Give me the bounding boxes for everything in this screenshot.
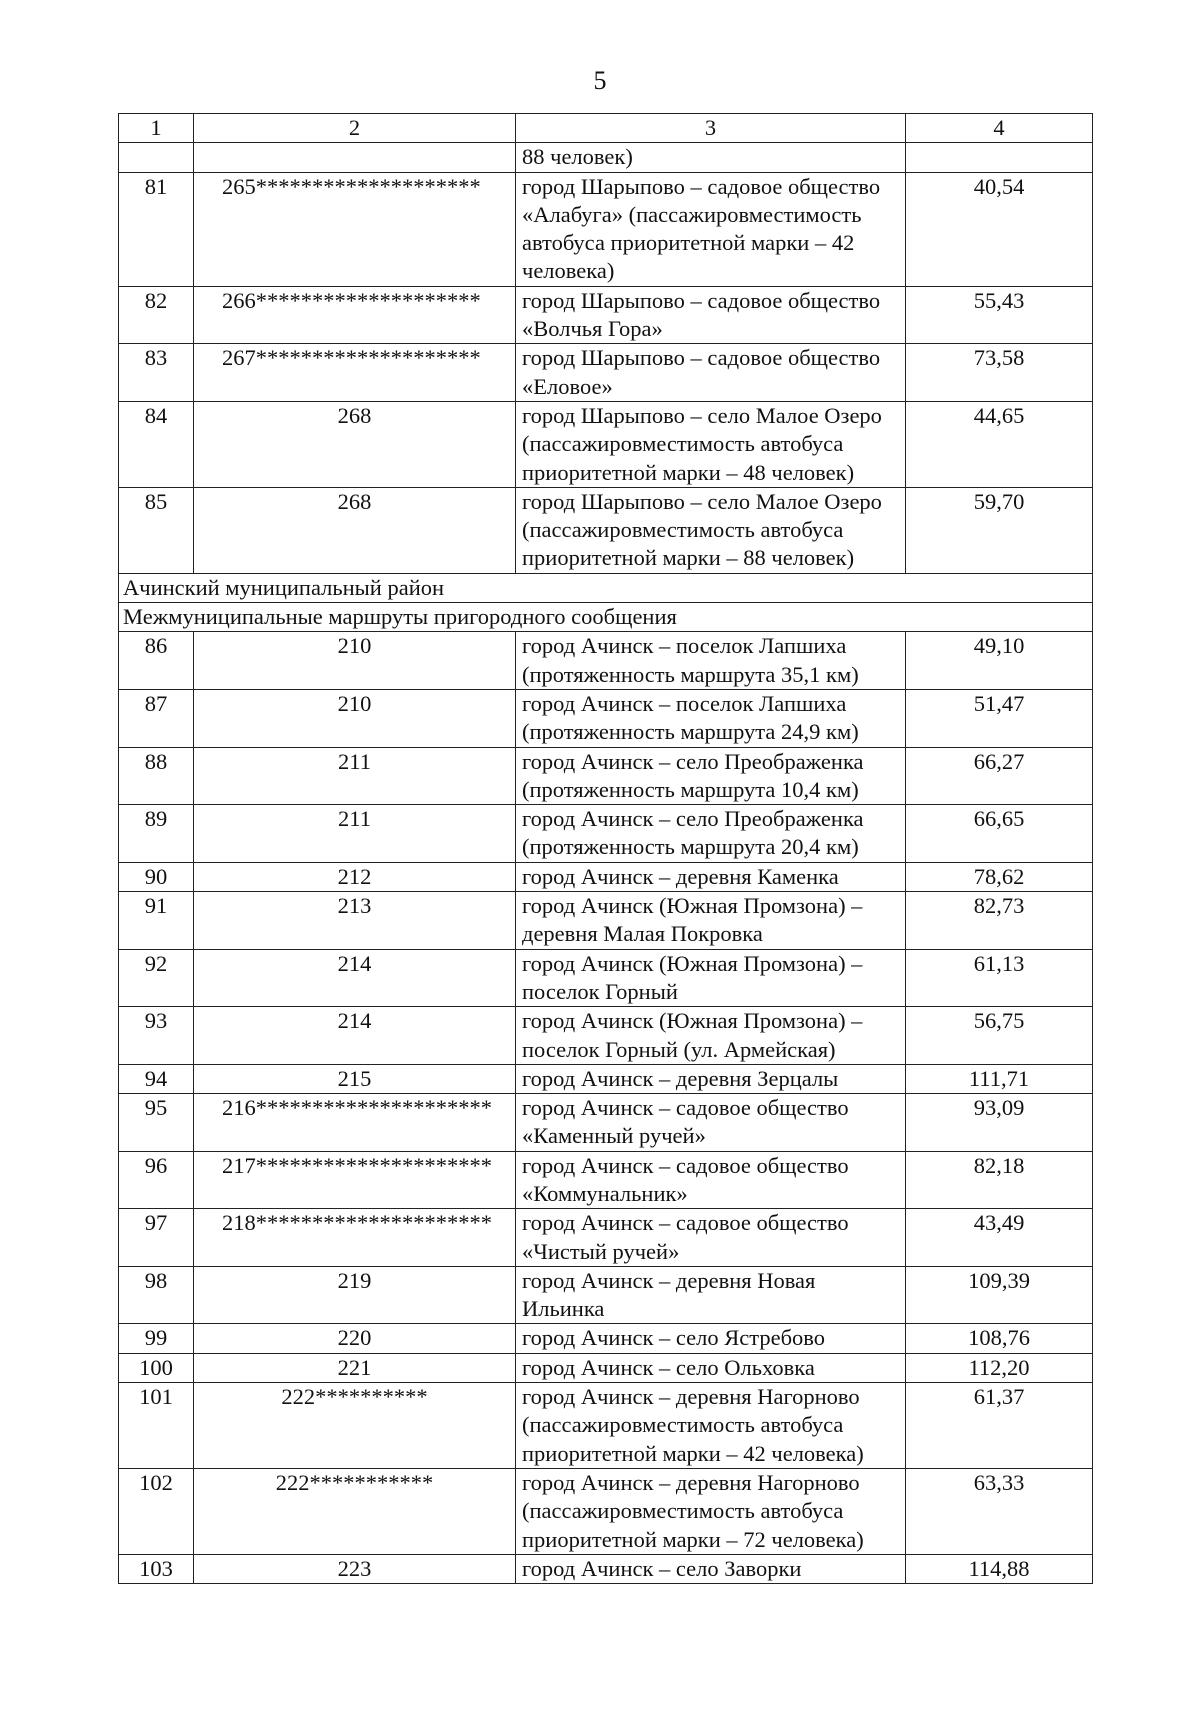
cell-number: 101 (119, 1383, 194, 1469)
cell-description: город Ачинск – поселок Лапшиха (протяженность маршрута 24,9 км) (516, 689, 906, 747)
table-row (119, 1007, 1093, 1065)
cell-value: 112,20 (906, 1353, 1093, 1382)
cell-description: город Ачинск (Южная Промзона) – поселок Горный (516, 949, 906, 1007)
header-col-3: 3 (516, 114, 906, 143)
cell-number (119, 143, 194, 172)
cell-description: город Шарыпово – садовое общество «Алабуга» (пассажировместимость автобуса приоритетной марки – 42 человека) (516, 172, 906, 286)
cell-description: город Ачинск – деревня Нагорново (пассажировместимость автобуса приоритетной марки – 72 человека) (516, 1468, 906, 1554)
table-row (119, 1554, 1093, 1583)
cell-description: город Ачинск (Южная Промзона) – деревня Малая Покровка (516, 892, 906, 950)
section-row-district (119, 573, 1093, 602)
cell-number: 92 (119, 949, 194, 1007)
cell-number: 100 (119, 1353, 194, 1382)
table-row (119, 805, 1093, 863)
table-row (119, 1151, 1093, 1209)
cell-route: 265******************** (194, 172, 516, 286)
table-row (119, 487, 1093, 573)
continuation-row (119, 143, 1093, 172)
cell-number: 86 (119, 632, 194, 690)
cell-value: 111,71 (906, 1064, 1093, 1093)
table-row (119, 172, 1093, 286)
header-row (119, 114, 1093, 143)
cell-value: 63,33 (906, 1468, 1093, 1554)
cell-route: 268 (194, 487, 516, 573)
cell-route: 211 (194, 747, 516, 805)
cell-value: 61,37 (906, 1383, 1093, 1469)
cell-value: 55,43 (906, 286, 1093, 344)
cell-description: город Ачинск – село Преображенка (протяженность маршрута 10,4 км) (516, 747, 906, 805)
cell-number: 89 (119, 805, 194, 863)
table-row (119, 1383, 1093, 1469)
cell-value: 93,09 (906, 1094, 1093, 1152)
cell-description: город Ачинск – деревня Новая Ильинка (516, 1266, 906, 1324)
cell-value: 78,62 (906, 862, 1093, 891)
cell-route: 217********************* (194, 1151, 516, 1209)
cell-route: 219 (194, 1266, 516, 1324)
cell-route: 213 (194, 892, 516, 950)
cell-number: 84 (119, 401, 194, 487)
cell-route: 266******************** (194, 286, 516, 344)
table-row (119, 632, 1093, 690)
cell-route: 214 (194, 949, 516, 1007)
cell-value: 44,65 (906, 401, 1093, 487)
cell-value: 40,54 (906, 172, 1093, 286)
cell-description: город Шарыпово – село Малое Озеро (пассажировместимость автобуса приоритетной марки – 88 человек) (516, 487, 906, 573)
cell-route: 214 (194, 1007, 516, 1065)
routes-table (118, 113, 1093, 1584)
header-col-4: 4 (906, 114, 1093, 143)
page-number: 5 (593, 66, 607, 95)
cell-value: 109,39 (906, 1266, 1093, 1324)
cell-value: 56,75 (906, 1007, 1093, 1065)
cell-description: город Шарыпово – садовое общество «Волчья Гора» (516, 286, 906, 344)
table-row (119, 286, 1093, 344)
cell-number: 99 (119, 1324, 194, 1353)
cell-description: город Ачинск – село Заворки (516, 1554, 906, 1583)
table-row (119, 1353, 1093, 1382)
cell-number: 93 (119, 1007, 194, 1065)
cell-description: город Ачинск – село Ястребово (516, 1324, 906, 1353)
cell-description: город Ачинск – деревня Нагорново (пассажировместимость автобуса приоритетной марки – 42 человека) (516, 1383, 906, 1469)
cell-number: 103 (119, 1554, 194, 1583)
routes-table-body (119, 114, 1093, 1584)
cell-route: 210 (194, 689, 516, 747)
cell-description: город Ачинск – садовое общество «Коммунальник» (516, 1151, 906, 1209)
cell-description: город Ачинск – деревня Зерцалы (516, 1064, 906, 1093)
cell-value: 108,76 (906, 1324, 1093, 1353)
table-row (119, 1094, 1093, 1152)
cell-number: 94 (119, 1064, 194, 1093)
cell-route: 212 (194, 862, 516, 891)
cell-value: 82,18 (906, 1151, 1093, 1209)
cell-value: 49,10 (906, 632, 1093, 690)
cell-route: 218********************* (194, 1209, 516, 1267)
cell-number: 95 (119, 1094, 194, 1152)
section-district-title: Ачинский муниципальный район (119, 573, 1093, 602)
table-row (119, 344, 1093, 402)
table-row (119, 1064, 1093, 1093)
cell-route: 220 (194, 1324, 516, 1353)
cell-description: город Ачинск – село Преображенка (протяженность маршрута 20,4 км) (516, 805, 906, 863)
cell-route: 268 (194, 401, 516, 487)
cell-route: 215 (194, 1064, 516, 1093)
cell-route: 222********** (194, 1383, 516, 1469)
cell-value: 66,65 (906, 805, 1093, 863)
cell-value: 43,49 (906, 1209, 1093, 1267)
cell-number: 85 (119, 487, 194, 573)
table-row (119, 1324, 1093, 1353)
cell-route: 221 (194, 1353, 516, 1382)
cell-route: 267******************** (194, 344, 516, 402)
cell-number: 87 (119, 689, 194, 747)
cell-value: 61,13 (906, 949, 1093, 1007)
cell-route: 211 (194, 805, 516, 863)
cell-value: 66,27 (906, 747, 1093, 805)
cell-description: город Шарыпово – садовое общество «Еловое» (516, 344, 906, 402)
table-row (119, 1209, 1093, 1267)
table-row (119, 949, 1093, 1007)
cell-value: 59,70 (906, 487, 1093, 573)
cell-number: 91 (119, 892, 194, 950)
cell-number: 81 (119, 172, 194, 286)
cell-route: 223 (194, 1554, 516, 1583)
cell-number: 90 (119, 862, 194, 891)
cell-route (194, 143, 516, 172)
table-row (119, 1266, 1093, 1324)
cell-description: город Шарыпово – село Малое Озеро (пассажировместимость автобуса приоритетной марки – 48 человек) (516, 401, 906, 487)
table-row (119, 689, 1093, 747)
cell-value: 73,58 (906, 344, 1093, 402)
table-row (119, 747, 1093, 805)
cell-value: 51,47 (906, 689, 1093, 747)
cell-description: город Ачинск – деревня Каменка (516, 862, 906, 891)
cell-number: 88 (119, 747, 194, 805)
cell-value: 82,73 (906, 892, 1093, 950)
cell-value (906, 143, 1093, 172)
table-row (119, 401, 1093, 487)
cell-description: город Ачинск – садовое общество «Каменный ручей» (516, 1094, 906, 1152)
cell-number: 98 (119, 1266, 194, 1324)
section-routes-title: Межмуниципальные маршруты пригородного сообщения (119, 603, 1093, 632)
cell-description: 88 человек) (516, 143, 906, 172)
header-col-1: 1 (119, 114, 194, 143)
cell-number: 82 (119, 286, 194, 344)
cell-route: 210 (194, 632, 516, 690)
cell-route: 222*********** (194, 1468, 516, 1554)
table-row (119, 862, 1093, 891)
cell-number: 102 (119, 1468, 194, 1554)
cell-description: город Ачинск (Южная Промзона) – поселок Горный (ул. Армейская) (516, 1007, 906, 1065)
table-row (119, 1468, 1093, 1554)
cell-number: 96 (119, 1151, 194, 1209)
cell-number: 83 (119, 344, 194, 402)
cell-number: 97 (119, 1209, 194, 1267)
cell-route: 216********************* (194, 1094, 516, 1152)
table-row (119, 892, 1093, 950)
cell-value: 114,88 (906, 1554, 1093, 1583)
section-row-routes (119, 603, 1093, 632)
cell-description: город Ачинск – поселок Лапшиха (протяженность маршрута 35,1 км) (516, 632, 906, 690)
cell-description: город Ачинск – село Ольховка (516, 1353, 906, 1382)
header-col-2: 2 (194, 114, 516, 143)
cell-description: город Ачинск – садовое общество «Чистый ручей» (516, 1209, 906, 1267)
